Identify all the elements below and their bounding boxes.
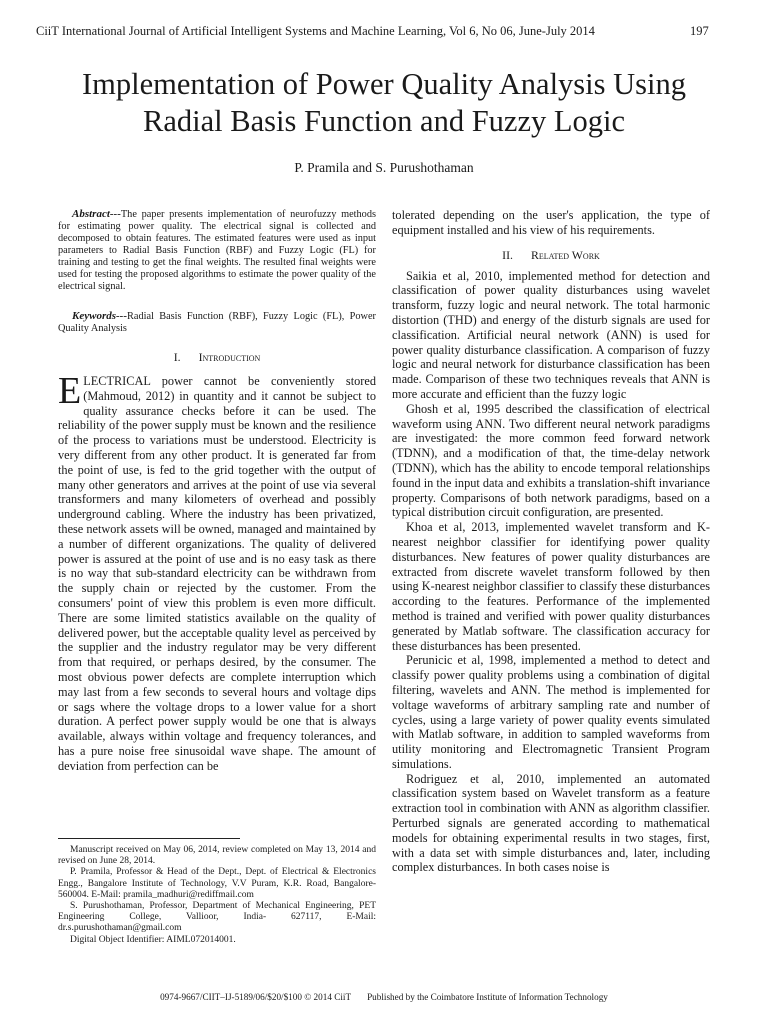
related-work-paragraph: Saikia et al, 2010, implemented method for detection and classification of power quality disturbances using wavelet transform, fuzzy logic and neural network. The total harmonic distortion (THD) and energy of the disturb signals are used for classification. Artificial neural network (ANN) is used for power quality disturbance classification. A comparison of fuzzy logic and neural network for disturbance classification has been made. Comparison of these two techniques reveals that ANN is more accurate and efficient than the fuzzy logic bbox=[392, 268, 710, 401]
footnote-divider bbox=[58, 838, 240, 839]
footnotes bbox=[58, 845, 376, 946]
abstract-label: Abstract--- bbox=[72, 208, 121, 220]
abstract bbox=[58, 208, 376, 293]
footer-issn: 0974-9667/CIIT–IJ-5189/06/$20/$100 © 2014 CiiT bbox=[160, 992, 352, 1002]
authors: P. Pramila and S. Purushothaman bbox=[294, 160, 474, 175]
title-line-2: Radial Basis Function and Fuzzy Logic bbox=[143, 104, 625, 138]
section-heading-related-work bbox=[392, 248, 710, 263]
footnote-author-2: S. Purushothaman, Professor, Department of Mechanical Engineering, PET Engineering College, Vallioor, India- 627117, E-Mail: dr.s.purushothaman@gmail.com bbox=[58, 901, 376, 934]
related-work-paragraph: Rodriguez et al, 2010, implemented an automated classification system based on Wavelet transform as a feature extraction tool in combination with ANN as algorithm classifier. Perturbed signals are generated according to mathematical models for obtaining experimental results in two stages, first, with a data set with simple disturbances and, later, including complex disturbances. In both cases noise is bbox=[392, 771, 710, 875]
footnote-doi: Digital Object Identifier: AIML072014001. bbox=[70, 934, 236, 945]
keywords bbox=[58, 310, 376, 335]
section-title: Related Work bbox=[530, 247, 600, 262]
related-work-paragraph: Ghosh et al, 1995 described the classification of electrical waveform using ANN. Two different neural network paradigms are investigated: the more common feed forward network (TDNN), and a modification of that, the time-delay network (TDNN), which has the ability to encode temporal relationships found in the input data and exhibits a translation-shift invariance property. Comparisons of both network paradigms, based on a typical distribution circuit configuration, are presented. bbox=[392, 401, 710, 520]
keywords-text: Radial Basis Function (RBF), Fuzzy Logic (FL), Power Quality Analysis bbox=[58, 311, 376, 334]
journal-header: CiiT International Journal of Artificial Intelligent Systems and Machine Learning, Vol 6, No 06, June-July 2014 bbox=[36, 24, 595, 38]
section-number: II. bbox=[502, 247, 513, 262]
section-title: Introduction bbox=[198, 350, 261, 364]
abstract-text: The paper presents implementation of neurofuzzy methods for estimating power quality. The electrical signal is collected and decomposed to obtain features. The estimated features were used as input parameters to Radial Basis Function (RBF) and Fuzzy Logic (FL) for training and testing to get the final weights. The resulted final weights were used for testing the proposed algorithms to estimate the power quality of the electrical signal. bbox=[58, 209, 376, 292]
footer-publisher: Published by the Coimbatore Institute of Information Technology bbox=[367, 992, 608, 1002]
page-footer bbox=[0, 992, 768, 1002]
intro-paragraph bbox=[58, 370, 376, 774]
footnote-author-1: P. Pramila, Professor & Head of the Dept., Dept. of Electrical & Electronics Engg., Bangalore Institute of Technology, V.V Puram, K.R. Road, Bangalore-560004. E-Mail: pramila_madhuri@rediffmail.com bbox=[58, 867, 376, 900]
keywords-label: Keywords--- bbox=[72, 310, 127, 322]
right-column bbox=[392, 208, 710, 875]
left-column bbox=[58, 208, 376, 774]
section-heading-introduction bbox=[58, 350, 376, 365]
paper-title bbox=[40, 66, 728, 140]
page-number: 197 bbox=[690, 24, 709, 38]
related-work-paragraph: Khoa et al, 2013, implemented wavelet transform and K-nearest neighbor classifier for identifying power quality disturbances. New features of power quality disturbances are extracted from discrete wavelet transform followed by then using K-nearest neighbor classifier to classify these disturbances according to the features. Performance of the implemented method is trained and verified with power quality disturbances generated by Matlab software. The classification accuracy for these disturbances has been presented. bbox=[392, 520, 710, 653]
section-number: I. bbox=[173, 350, 181, 364]
intro-text: LECTRICAL power cannot be conveniently stored (Mahmoud, 2012) in quantity and it cannot be subject to quality assurance checks before it can be used. The reliability of the power supply must be known and the resilience of the process to variations must be understood. Electricity is very different from any other product. It is generated far from the point of use, is fed to the grid together with the output of many other generators and arrives at the point of use via several transformers and many kilometers of overhead and possibly underground cabling. Where the industry has been privatized, these network assets will be owned, managed and maintained by a number of different organizations. The quality of delivered power is assured at the point of use and is no easy task as there is no way that sub-standard electricity can be withdrawn from the supply chain or rejected by the customer. From the consumers' point of view this problem is even more difficult. There are some limited statistics available on the quality of delivered power, but the acceptable quality level as perceived by the supplier and the industry regulator may be very different from that required, or perhaps desired, by the consumer. The most obvious power defects are complete interruption which may last from a few seconds to several hours and voltage dips or sags where the voltage drops to a lower value for a short duration. A perfect power supply would be one that is always available, always within voltage and frequency tolerances, and has a pure noise free sinusoidal wave shape. The amount of deviation from perfection can be bbox=[58, 374, 376, 773]
title-line-1: Implementation of Power Quality Analysis Using bbox=[82, 67, 686, 101]
drop-cap: E bbox=[58, 370, 82, 412]
intro-continuation: tolerated depending on the user's application, the type of equipment installed and his view of his requirements. bbox=[392, 208, 710, 237]
footnote-received: Manuscript received on May 06, 2014, review completed on May 13, 2014 and revised on June 28, 2014. bbox=[58, 845, 376, 867]
related-work-paragraph: Perunicic et al, 1998, implemented a method to detect and classify power quality problems using a combination of digital filtering, wavelets and ANN. The method is implemented for voltage waveforms of arbitrary sampling rate and number of cycles, using a large variety of power quality events simulated with Matlab software, in addition to sampled waveforms from utility monitoring and Electromagnetic Transient Program simulations. bbox=[392, 653, 710, 771]
